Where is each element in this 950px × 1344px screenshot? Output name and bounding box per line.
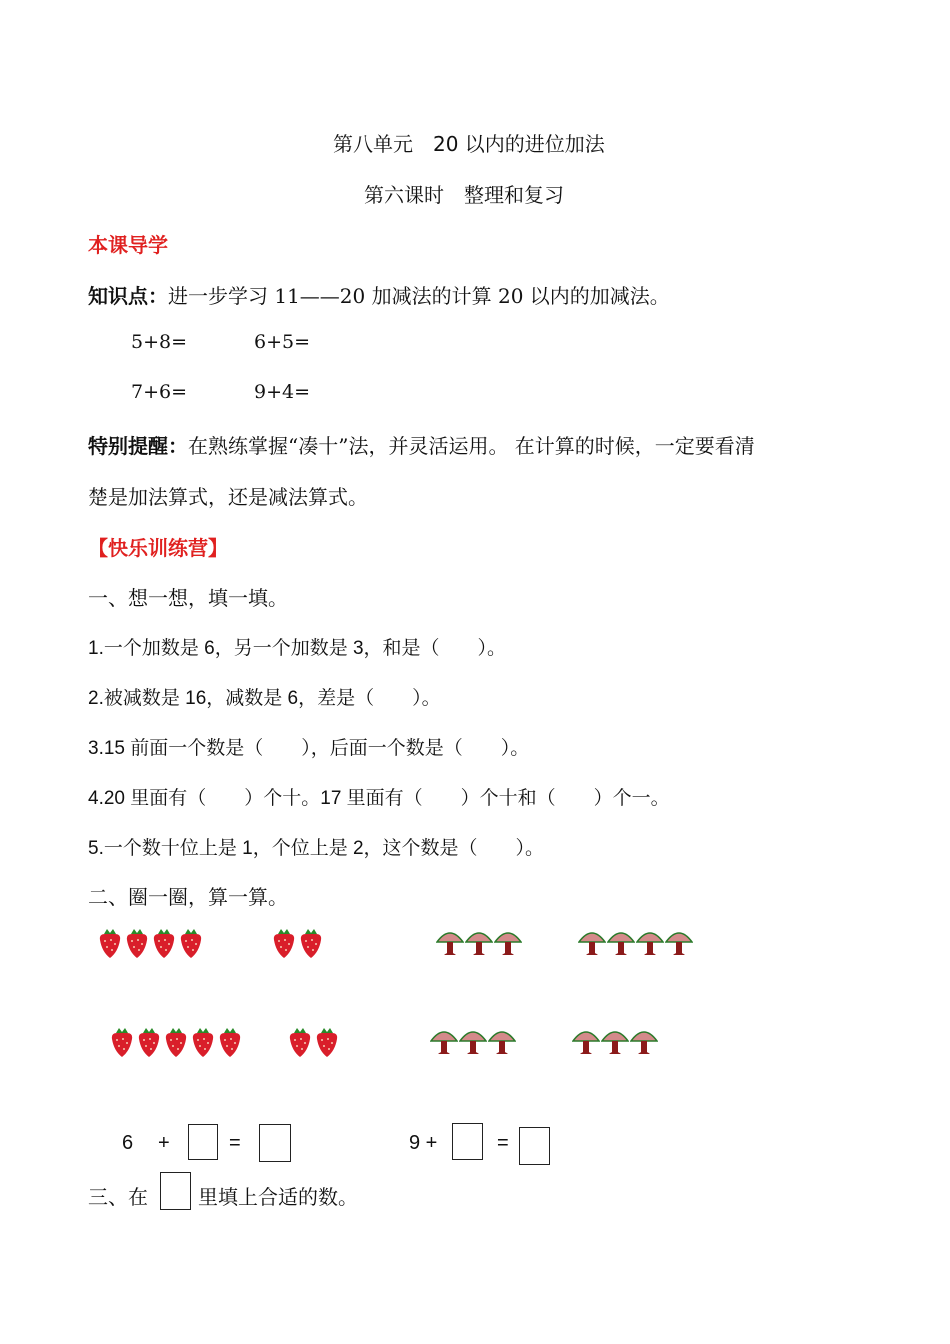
- section-3-suffix: 里填上合适的数。: [198, 1185, 358, 1209]
- equation-1-plus: +: [158, 1132, 170, 1154]
- reminder-line-2: 楚是加法算式，还是减法算式。: [88, 485, 368, 509]
- mushroom-icon: [430, 1024, 458, 1056]
- knowledge-point: [88, 280, 670, 309]
- mushroom-icon: [488, 1024, 516, 1056]
- knowledge-text: 进一步学习 11——20 加减法的计算 20 以内的加减法。: [168, 284, 670, 308]
- practice-heading: 【快乐训练营】: [88, 536, 228, 560]
- equation-1-answer-box-1[interactable]: [188, 1124, 218, 1160]
- strawberry-icon: [297, 928, 325, 960]
- strawberry-icon: [162, 1027, 190, 1059]
- mushroom-icon: [494, 925, 522, 957]
- section-2-title: 二、圈一圈，算一算。: [88, 885, 288, 909]
- section-3-box[interactable]: [160, 1172, 191, 1210]
- mushroom-icon: [436, 925, 464, 957]
- strawberry-icon: [270, 928, 298, 960]
- strawberry-icon: [150, 928, 178, 960]
- mushroom-icon: [607, 925, 635, 957]
- exercise-1: 5+8=: [131, 331, 188, 353]
- exercise-3: 7+6=: [131, 381, 188, 403]
- section-1-title: 一、想一想，填一填。: [88, 586, 288, 610]
- question-1: 1.一个加数是 6，另一个加数是 3，和是（ ）。: [88, 638, 507, 659]
- strawberry-icon: [189, 1027, 217, 1059]
- unit-title: 第八单元 20 以内的进位加法: [333, 132, 605, 156]
- strawberry-icon: [108, 1027, 136, 1059]
- mushroom-icon: [572, 1024, 600, 1056]
- equation-2-answer-box-2[interactable]: [519, 1127, 550, 1165]
- mushroom-icon: [459, 1024, 487, 1056]
- strawberry-icon: [313, 1027, 341, 1059]
- question-3: 3.15 前面一个数是（ ），后面一个数是（ ）。: [88, 738, 530, 759]
- exercise-2: 6+5=: [254, 331, 311, 353]
- mushroom-icon: [465, 925, 493, 957]
- mushroom-icon: [636, 925, 664, 957]
- equation-1-answer-box-2[interactable]: [259, 1124, 291, 1162]
- strawberry-icon: [96, 928, 124, 960]
- strawberry-icon: [177, 928, 205, 960]
- question-4: 4.20 里面有（ ）个十。17 里面有（ ）个十和（ ）个一。: [88, 788, 670, 809]
- equation-2-answer-box-1[interactable]: [452, 1123, 483, 1160]
- equation-2-equals: =: [497, 1132, 509, 1154]
- question-5: 5.一个数十位上是 1，个位上是 2，这个数是（ ）。: [88, 838, 545, 859]
- knowledge-label: 知识点：: [88, 284, 168, 308]
- mushroom-icon: [665, 925, 693, 957]
- question-2: 2.被减数是 16，减数是 6，差是（ ）。: [88, 688, 441, 709]
- section-3-prefix: 三、在: [88, 1185, 148, 1209]
- equation-1-addend: 6: [122, 1132, 134, 1154]
- strawberry-icon: [135, 1027, 163, 1059]
- lesson-title: 第六课时 整理和复习: [364, 183, 564, 207]
- equation-1-equals: =: [229, 1132, 241, 1154]
- strawberry-icon: [123, 928, 151, 960]
- equation-2-addend: 9 +: [409, 1132, 438, 1154]
- exercise-4: 9+4=: [254, 381, 311, 403]
- mushroom-icon: [578, 925, 606, 957]
- mushroom-icon: [630, 1024, 658, 1056]
- guide-heading: 本课导学: [88, 233, 168, 257]
- reminder-text: 在熟练掌握“凑十”法，并灵活运用。 在计算的时候，一定要看清: [188, 434, 755, 458]
- strawberry-icon: [286, 1027, 314, 1059]
- reminder-line-1: [88, 430, 755, 459]
- reminder-label: 特别提醒：: [88, 434, 188, 458]
- strawberry-icon: [216, 1027, 244, 1059]
- mushroom-icon: [601, 1024, 629, 1056]
